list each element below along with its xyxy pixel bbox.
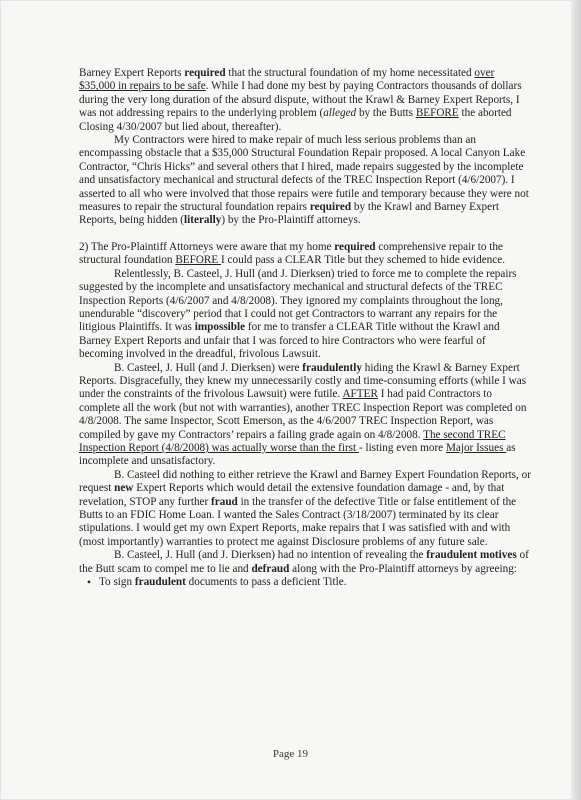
text-run: - listing even more: [358, 441, 446, 454]
underlined-text: Major Issues: [445, 441, 507, 454]
text-run: B. Casteel, J. Hull (and J. Dierksen) had no intention of revealing the: [114, 549, 427, 562]
bold-text: required: [184, 67, 226, 79]
text-run: that the structural foundation of my home necessitated: [225, 67, 475, 79]
text-run: My Contractors were hired to make repair of much less serious problems than an encompassing obstacle that a $35,000 Structural Foundation Repair proposed. A local Canyon Lake Contractor, “Chris Hicks” and several others that I hired, made repairs suggested by the incomplete and unsatisfactory mechanical and structural defects of the TREC Inspection Report (4/6/2007). I asserted to all who were involved that those repairs were futile and temporary because they were not measures to repair the structural foundation repairs: [79, 134, 529, 214]
bold-text: fraudulent motives: [426, 549, 517, 562]
text-run: Expert Reports which would detail the extensive foundation damage - and, by that revelation, STOP any further: [79, 482, 505, 508]
bold-text: required: [334, 240, 376, 253]
text-run: Relentlessly, B. Casteel, J. Hull (and J. Dierksen) tried to force me to complete the repairs suggested by the incomplete and unsatisfactory mechanical and structural defects of the TREC Inspection Reports (4/6/2007 and 4/8/2008). They ignored my complaints throughout the long, unendurable “discovery” period that I could not get Contractors to warrant any repairs for the litigious Plaintiffs. It was: [79, 267, 517, 334]
paragraph-3: [79, 241, 531, 268]
paragraph-gap: [79, 228, 531, 241]
bullet-text: [99, 576, 347, 589]
text-run: B. Casteel did nothing to either retrieve the Krawl and Barney Expert Foundation Reports, or request: [79, 468, 531, 495]
text-run: ) by the Pro-Plaintiff attorneys.: [221, 214, 361, 227]
underlined-text: The second TREC Inspection Report (4/8/2008) was actually worse than the first: [79, 428, 506, 454]
paragraph-5: [79, 362, 531, 469]
page-number: Page 19: [272, 748, 309, 760]
text-run: To sign: [99, 576, 135, 589]
bold-text: new: [114, 482, 134, 495]
text-run: by the Krawl and Barney Expert Reports, being hidden (: [79, 201, 499, 227]
bold-text: impossible: [194, 321, 246, 334]
bold-text: literally: [184, 214, 222, 227]
bold-text: defraud: [251, 562, 290, 575]
italic-text: alleged: [323, 107, 357, 120]
underlined-text: BEFORE: [175, 254, 222, 267]
text-run: I had paid Contractors to complete all the work (but not with warranties), another TREC Inspection Report was completed on 4/8/2008. The same Inspector, Scott Emerson, as the 4/6/2007 TREC Inspection Report, was compiled by gave my Contractors’ repairs a failing grade again on 4/8/2008.: [79, 388, 527, 441]
text-run: as incomplete and unsatisfactory.: [79, 441, 516, 468]
text-run: in the transfer of the defective Title or false entitlement of the Butts to an FDIC Home Loan. I wanted the Sales Contract (3/18/2007) terminated by its clear stipulations. I would get my own Expert Reports, make repairs that I was satisfied with and with (most importantly) warranties to protect me against Disclosure problems of any future sale.: [79, 495, 517, 548]
page-edge-shadow: [571, 0, 581, 800]
bold-text: fraud: [211, 495, 238, 508]
paragraph-2: [79, 134, 531, 228]
text-run: by the Butts: [356, 107, 416, 120]
text-run: . While I had done my best by paying Contractors thousands of dollars during the very long duration of the absurd dispute, without the Krawl & Barney Expert Reports, I was not addressing repairs to the underlying problem (: [79, 80, 522, 120]
text-run: I could pass a CLEAR Title but they schemed to hide evidence.: [221, 254, 506, 267]
underlined-text: over $35,000 in repairs to be safe: [79, 67, 495, 93]
paragraph-1: [79, 67, 531, 134]
text-run: B. Casteel, J. Hull (and J. Dierksen) were: [114, 361, 303, 374]
text-run: the aborted Closing 4/30/2007 but lied about, thereafter).: [79, 107, 512, 133]
text-run: for me to transfer a CLEAR Title without the Krawl and Barney Expert Reports and unfair that I was forced to hire Contractors who were fearful of becoming involved in the dreadful, frivolous Lawsuit.: [79, 321, 500, 361]
underlined-text: BEFORE: [415, 107, 459, 120]
bullet-item: [79, 576, 531, 589]
paragraph-4: [79, 268, 531, 362]
document-body: [79, 67, 531, 589]
bold-text: fraudulent: [134, 576, 186, 589]
text-run: hiding the Krawl & Barney Expert Reports. Disgracefully, they knew my unnecessarily costly and time-consuming efforts (while I was under the constraints of the frivolous Lawsuit) were futile.: [79, 361, 527, 401]
text-run: documents to pass a deficient Title.: [185, 576, 347, 589]
text-run: Barney Expert Reports: [79, 67, 185, 79]
bullet-symbol: •: [86, 575, 92, 590]
bold-text: required: [309, 201, 352, 214]
text-run: comprehensive repair to the structural foundation: [79, 240, 503, 267]
paragraph-6: [79, 469, 531, 549]
bold-text: fraudulently: [302, 361, 362, 374]
underlined-text: AFTER: [342, 388, 378, 401]
paragraph-7: [79, 549, 531, 576]
text-run: along with the Pro-Plaintiff attorneys by agreeing:: [289, 562, 517, 575]
text-run: 2) The Pro-Plaintiff Attorneys were aware that my home: [79, 240, 335, 253]
text-run: of the Butt scam to compel me to lie and: [79, 549, 529, 575]
